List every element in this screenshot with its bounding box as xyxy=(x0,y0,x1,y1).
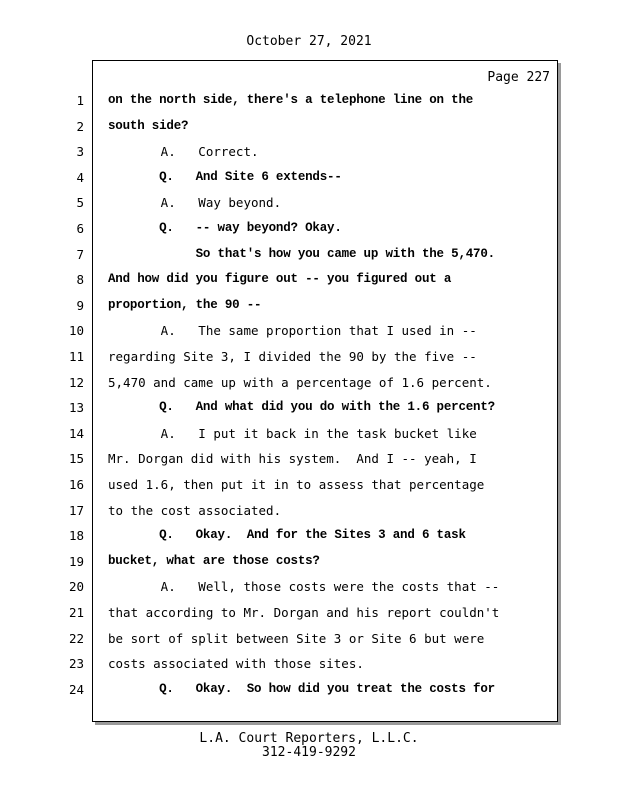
line-text: be sort of split between Site 3 or Site 6 but were xyxy=(108,630,485,646)
transcript-line xyxy=(0,321,618,343)
line-text: Q. And Site 6 extends-- xyxy=(108,169,342,184)
transcript-line xyxy=(0,552,618,574)
line-number: 1 xyxy=(76,93,84,108)
line-number: 22 xyxy=(68,630,84,646)
transcript-line xyxy=(0,424,618,446)
line-number: 2 xyxy=(76,118,84,134)
reporter-phone: 312-419-9292 xyxy=(262,745,356,760)
line-number: 21 xyxy=(68,605,84,620)
line-number: 16 xyxy=(68,477,84,492)
transcript-line xyxy=(0,245,618,267)
line-number: 19 xyxy=(68,553,84,569)
line-text: A. Way beyond. xyxy=(108,195,282,211)
line-text: And how did you figure out -- you figured out a xyxy=(108,272,452,287)
transcript-line xyxy=(0,475,618,497)
footer xyxy=(0,732,618,760)
transcript-line xyxy=(0,373,618,395)
page-number: Page 227 xyxy=(487,70,550,85)
transcript-line xyxy=(0,219,618,241)
line-text: A. Well, those costs were the costs that -- xyxy=(108,579,500,595)
transcript-line xyxy=(0,142,618,164)
line-number: 24 xyxy=(68,681,84,697)
line-text: regarding Site 3, I divided the 90 by the five -- xyxy=(108,349,477,364)
line-text: Q. And what did you do with the 1.6 percent? xyxy=(108,400,495,415)
line-text: Q. Okay. And for the Sites 3 and 6 task xyxy=(108,528,466,543)
line-text: bucket, what are those costs? xyxy=(108,553,320,568)
transcript-line xyxy=(0,603,618,625)
transcript-line xyxy=(0,629,618,651)
line-text: proportion, the 90 -- xyxy=(108,297,262,312)
transcript-date: October 27, 2021 xyxy=(246,34,372,49)
line-text: So that's how you came up with the 5,470. xyxy=(108,246,495,261)
line-text: 5,470 and came up with a percentage of 1.6 percent. xyxy=(108,374,492,390)
transcript-line xyxy=(0,526,618,548)
line-number: 11 xyxy=(68,349,84,364)
transcript-line xyxy=(0,680,618,702)
transcript-line xyxy=(0,270,618,292)
line-number: 5 xyxy=(76,195,84,211)
transcript-line xyxy=(0,117,618,139)
line-text: that according to Mr. Dorgan and his report couldn't xyxy=(108,605,500,620)
line-text: A. The same proportion that I used in -- xyxy=(108,323,477,339)
line-text: A. I put it back in the task bucket like xyxy=(108,425,477,441)
transcript-line xyxy=(0,296,618,318)
line-number: 9 xyxy=(76,297,84,313)
transcript-line xyxy=(0,398,618,420)
line-number: 18 xyxy=(68,528,84,544)
line-text: costs associated with those sites. xyxy=(108,656,364,672)
line-text: A. Correct. xyxy=(108,144,259,160)
line-number: 8 xyxy=(76,272,84,288)
line-text: Q. -- way beyond? Okay. xyxy=(108,221,342,235)
line-number: 14 xyxy=(68,425,84,441)
transcript-line xyxy=(0,347,618,369)
line-number: 7 xyxy=(76,246,84,262)
line-number: 23 xyxy=(68,656,84,672)
line-number: 6 xyxy=(76,221,84,236)
line-text: to the cost associated. xyxy=(108,502,282,518)
transcript-line xyxy=(0,501,618,523)
line-number: 4 xyxy=(76,169,84,185)
line-number: 15 xyxy=(68,451,84,467)
transcript-line xyxy=(0,193,618,215)
transcript-line xyxy=(0,577,618,599)
line-number: 3 xyxy=(76,144,84,160)
line-number: 10 xyxy=(68,323,84,339)
transcript-line xyxy=(0,168,618,190)
transcript-line xyxy=(0,449,618,471)
reporter-company: L.A. Court Reporters, L.L.C. xyxy=(199,731,419,746)
line-text: on the north side, there's a telephone line on the xyxy=(108,93,474,107)
transcript-line xyxy=(0,91,618,113)
line-text: Mr. Dorgan did with his system. And I -- yeah, I xyxy=(108,451,477,467)
line-number: 13 xyxy=(68,400,84,416)
line-number: 12 xyxy=(68,374,84,390)
transcript-line xyxy=(0,654,618,676)
line-number: 20 xyxy=(68,579,84,595)
line-number: 17 xyxy=(68,502,84,518)
line-text: Q. Okay. So how did you treat the costs for xyxy=(108,681,495,696)
line-text: south side? xyxy=(108,118,189,133)
line-text: used 1.6, then put it in to assess that percentage xyxy=(108,477,485,492)
